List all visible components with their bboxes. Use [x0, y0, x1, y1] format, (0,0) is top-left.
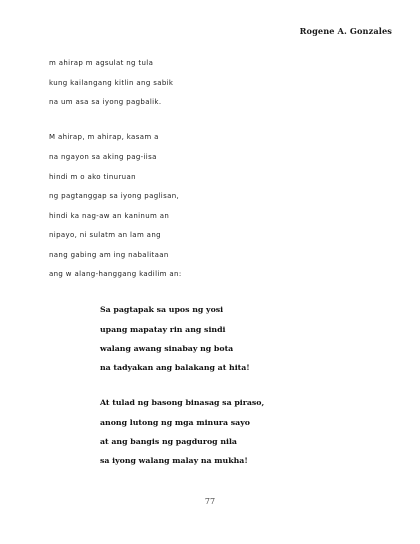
- poem-line: M ahirap, m ahirap, kasam a: [49, 133, 159, 141]
- poem-line-bold: sa iyong walang malay na mukha!: [100, 456, 248, 465]
- poem-line: hindi m o ako tinuruan: [49, 173, 136, 181]
- running-header-author: Rogene A. Gonzales: [299, 26, 392, 36]
- poem-line: na ngayon sa aking pag-iisa: [49, 153, 157, 161]
- page-number: 77: [204, 497, 216, 506]
- poem-line-bold: At tulad ng basong binasag sa piraso,: [100, 398, 265, 407]
- poem-line: ng pagtanggap sa iyong paglisan,: [49, 192, 180, 200]
- poem-line: m ahirap m agsulat ng tula: [49, 59, 154, 67]
- poem-line-bold: na tadyakan ang balakang at hita!: [100, 363, 250, 372]
- poem-line-bold: at ang bangis ng pagdurog nila: [100, 437, 237, 446]
- poem-line: hindi ka nag-aw an kaninum an: [49, 212, 170, 220]
- poem-line: ang w alang-hanggang kadilim an:: [49, 270, 182, 278]
- poem-line: nipayo, ni sulatm an lam ang: [49, 231, 161, 239]
- poem-line-bold: Sa pagtapak sa upos ng yosi: [100, 305, 224, 314]
- poem-line-bold: walang awang sinabay ng bota: [100, 344, 234, 353]
- poem-line-bold: anong lutong ng mga minura sayo: [100, 418, 250, 427]
- poem-line-bold: upang mapatay rin ang sindi: [100, 325, 226, 334]
- poem-line: kung kailangang kitlin ang sabik: [49, 79, 174, 87]
- poem-line: nang gabing am ing nabalitaan: [49, 251, 169, 259]
- poem-line: na um asa sa iyong pagbalik.: [49, 98, 162, 106]
